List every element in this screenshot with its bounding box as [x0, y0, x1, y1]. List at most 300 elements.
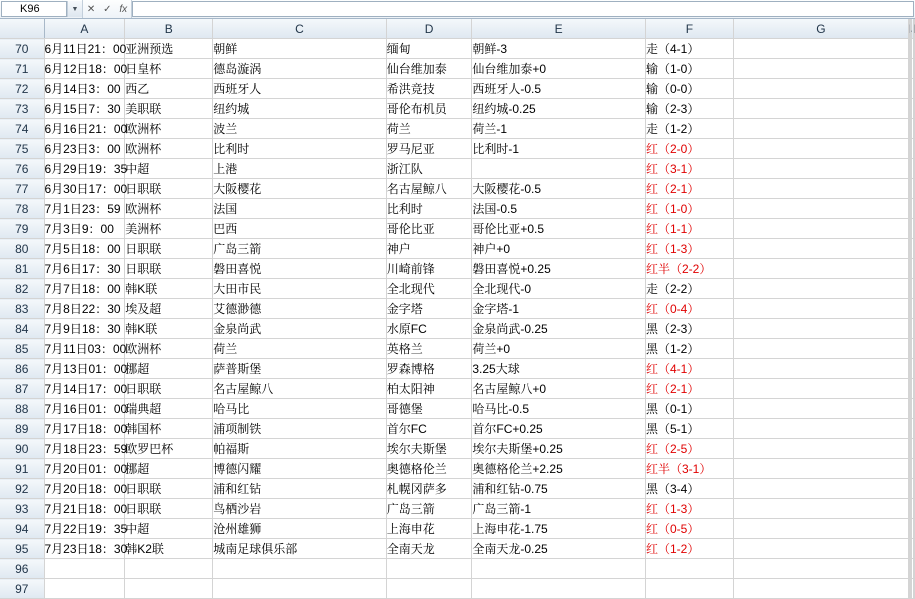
cell-blank[interactable] — [733, 219, 908, 239]
cell-blank[interactable] — [913, 239, 914, 259]
cell-blank[interactable] — [913, 459, 914, 479]
cell-C95[interactable]: 城南足球俱乐部 — [213, 539, 387, 559]
cell-B97[interactable] — [125, 579, 213, 599]
cell-D71[interactable]: 仙台维加泰 — [386, 59, 472, 79]
cell-C83[interactable]: 艾德渺德 — [213, 299, 387, 319]
cell-B70[interactable]: 亚洲预选 — [125, 39, 213, 59]
cell-B93[interactable]: 日职联 — [125, 499, 213, 519]
table-row[interactable] — [0, 319, 915, 339]
row-header[interactable]: 76 — [0, 159, 44, 179]
cell-A75[interactable]: 6月23日3：00 — [44, 139, 125, 159]
cell-blank[interactable] — [913, 119, 914, 139]
row-header[interactable]: 84 — [0, 319, 44, 339]
cell-E77[interactable]: 大阪樱花-0.5 — [472, 179, 646, 199]
cell-F77[interactable]: 红（2-1） — [645, 179, 733, 199]
cell-F70[interactable]: 走（4-1） — [645, 39, 733, 59]
cell-E93[interactable]: 广岛三箭-1 — [472, 499, 646, 519]
cell-B74[interactable]: 欧洲杯 — [125, 119, 213, 139]
cell-E72[interactable]: 西班牙人-0.5 — [472, 79, 646, 99]
row-header[interactable]: 85 — [0, 339, 44, 359]
row-header[interactable]: 79 — [0, 219, 44, 239]
cell-E83[interactable]: 金字塔-1 — [472, 299, 646, 319]
cell-blank[interactable] — [733, 539, 908, 559]
cell-blank[interactable] — [733, 159, 908, 179]
cell-E78[interactable]: 法国-0.5 — [472, 199, 646, 219]
cell-F80[interactable]: 红（1-3） — [645, 239, 733, 259]
cell-A76[interactable]: 6月29日19：35 — [44, 159, 125, 179]
cell-blank[interactable] — [733, 499, 908, 519]
cell-F88[interactable]: 黑（0-1） — [645, 399, 733, 419]
cell-F85[interactable]: 黑（1-2） — [645, 339, 733, 359]
cell-C93[interactable]: 鸟栖沙岩 — [213, 499, 387, 519]
cell-E76[interactable] — [472, 159, 646, 179]
cell-blank[interactable] — [913, 139, 914, 159]
cell-E73[interactable]: 纽约城-0.25 — [472, 99, 646, 119]
table-row[interactable] — [0, 459, 915, 479]
cell-blank[interactable] — [733, 319, 908, 339]
cell-blank[interactable] — [733, 259, 908, 279]
row-header[interactable]: 95 — [0, 539, 44, 559]
cell-A84[interactable]: 7月9日18：30 — [44, 319, 125, 339]
cell-blank[interactable] — [733, 399, 908, 419]
cell-blank[interactable] — [733, 199, 908, 219]
cell-blank[interactable] — [733, 479, 908, 499]
cell-C88[interactable]: 哈马比 — [213, 399, 387, 419]
cell-blank[interactable] — [913, 159, 914, 179]
cell-C82[interactable]: 大田市民 — [213, 279, 387, 299]
cell-blank[interactable] — [913, 219, 914, 239]
cell-C87[interactable]: 名古屋鲸八 — [213, 379, 387, 399]
cell-A80[interactable]: 7月5日18：00 — [44, 239, 125, 259]
cell-blank[interactable] — [913, 439, 914, 459]
table-row[interactable] — [0, 499, 915, 519]
fx-icon[interactable]: fx — [119, 3, 128, 15]
cell-D82[interactable]: 全北现代 — [386, 279, 472, 299]
table-row[interactable] — [0, 279, 915, 299]
cell-E91[interactable]: 奥德格伦兰+2.25 — [472, 459, 646, 479]
table-row[interactable] — [0, 39, 915, 59]
cell-F73[interactable]: 输（2-3） — [645, 99, 733, 119]
table-row[interactable] — [0, 179, 915, 199]
cell-D85[interactable]: 英格兰 — [386, 339, 472, 359]
cell-blank[interactable] — [733, 59, 908, 79]
cell-F90[interactable]: 红（2-5） — [645, 439, 733, 459]
cell-blank[interactable] — [733, 459, 908, 479]
cell-E87[interactable]: 名古屋鲸八+0 — [472, 379, 646, 399]
cell-C91[interactable]: 博德闪耀 — [213, 459, 387, 479]
row-header[interactable]: 88 — [0, 399, 44, 419]
row-header[interactable]: 80 — [0, 239, 44, 259]
cell-blank[interactable] — [733, 559, 908, 579]
cell-E89[interactable]: 首尔FC+0.25 — [472, 419, 646, 439]
row-header[interactable]: 91 — [0, 459, 44, 479]
cell-B88[interactable]: 瑞典超 — [125, 399, 213, 419]
row-header[interactable]: 71 — [0, 59, 44, 79]
name-box-dropdown-icon[interactable]: ▼ — [67, 1, 82, 17]
cell-F84[interactable]: 黑（2-3） — [645, 319, 733, 339]
cell-B76[interactable]: 中超 — [125, 159, 213, 179]
table-row[interactable] — [0, 579, 915, 599]
table-row[interactable] — [0, 259, 915, 279]
cell-B79[interactable]: 美洲杯 — [125, 219, 213, 239]
cell-B81[interactable]: 日职联 — [125, 259, 213, 279]
cell-C74[interactable]: 波兰 — [213, 119, 387, 139]
cell-A85[interactable]: 7月11日03：00 — [44, 339, 125, 359]
table-row[interactable] — [0, 59, 915, 79]
cell-E79[interactable]: 哥伦比亚+0.5 — [472, 219, 646, 239]
cell-A93[interactable]: 7月21日18：00 — [44, 499, 125, 519]
cell-C94[interactable]: 沧州雄狮 — [213, 519, 387, 539]
cell-blank[interactable] — [733, 79, 908, 99]
cell-D87[interactable]: 柏太阳神 — [386, 379, 472, 399]
cell-C92[interactable]: 浦和红钻 — [213, 479, 387, 499]
cell-E94[interactable]: 上海申花-1.75 — [472, 519, 646, 539]
cell-blank[interactable] — [733, 519, 908, 539]
row-header[interactable]: 92 — [0, 479, 44, 499]
cell-E88[interactable]: 哈马比-0.5 — [472, 399, 646, 419]
cell-blank[interactable] — [733, 99, 908, 119]
cell-F87[interactable]: 红（2-1） — [645, 379, 733, 399]
cell-F78[interactable]: 红（1-0） — [645, 199, 733, 219]
cell-A73[interactable]: 6月15日7：30 — [44, 99, 125, 119]
cell-D95[interactable]: 全南天龙 — [386, 539, 472, 559]
cell-B73[interactable]: 美职联 — [125, 99, 213, 119]
cell-B71[interactable]: 日皇杯 — [125, 59, 213, 79]
cell-B91[interactable]: 挪超 — [125, 459, 213, 479]
cell-C72[interactable]: 西班牙人 — [213, 79, 387, 99]
row-header[interactable]: 72 — [0, 79, 44, 99]
cell-A89[interactable]: 7月17日18：00 — [44, 419, 125, 439]
cell-F89[interactable]: 黑（5-1） — [645, 419, 733, 439]
select-all-corner[interactable] — [0, 19, 44, 39]
cell-blank[interactable] — [733, 39, 908, 59]
row-header[interactable]: 75 — [0, 139, 44, 159]
cell-E70[interactable]: 朝鲜-3 — [472, 39, 646, 59]
cell-B96[interactable] — [125, 559, 213, 579]
cell-B95[interactable]: 韩K2联 — [125, 539, 213, 559]
cell-A90[interactable]: 7月18日23：59 — [44, 439, 125, 459]
cell-A94[interactable]: 7月22日19：35 — [44, 519, 125, 539]
cell-D76[interactable]: 浙江队 — [386, 159, 472, 179]
sheet-body — [0, 39, 915, 599]
cell-A81[interactable]: 7月6日17：30 — [44, 259, 125, 279]
row-header[interactable]: 83 — [0, 299, 44, 319]
table-row[interactable] — [0, 439, 915, 459]
cell-blank[interactable] — [733, 359, 908, 379]
cell-blank[interactable] — [913, 539, 914, 559]
table-row[interactable] — [0, 399, 915, 419]
table-row[interactable] — [0, 519, 915, 539]
cell-F86[interactable]: 红（4-1） — [645, 359, 733, 379]
cell-B75[interactable]: 欧洲杯 — [125, 139, 213, 159]
table-row[interactable] — [0, 199, 915, 219]
row-header[interactable]: 89 — [0, 419, 44, 439]
cell-B85[interactable]: 欧洲杯 — [125, 339, 213, 359]
cell-D91[interactable]: 奥德格伦兰 — [386, 459, 472, 479]
table-row[interactable] — [0, 239, 915, 259]
cell-B84[interactable]: 韩K联 — [125, 319, 213, 339]
column-header-B[interactable]: B — [125, 19, 213, 39]
cell-D74[interactable]: 荷兰 — [386, 119, 472, 139]
cell-C81[interactable]: 磐田喜悦 — [213, 259, 387, 279]
cell-blank[interactable] — [913, 339, 914, 359]
cell-blank[interactable] — [733, 299, 908, 319]
cell-blank[interactable] — [913, 359, 914, 379]
cell-A92[interactable]: 7月20日18：00 — [44, 479, 125, 499]
cell-F72[interactable]: 输（0-0） — [645, 79, 733, 99]
formula-input[interactable] — [132, 1, 914, 17]
cell-C78[interactable]: 法国 — [213, 199, 387, 219]
cell-blank[interactable] — [733, 439, 908, 459]
cell-blank[interactable] — [733, 579, 908, 599]
cell-E92[interactable]: 浦和红钻-0.75 — [472, 479, 646, 499]
cell-E84[interactable]: 金泉尚武-0.25 — [472, 319, 646, 339]
cell-E95[interactable]: 全南天龙-0.25 — [472, 539, 646, 559]
cell-C79[interactable]: 巴西 — [213, 219, 387, 239]
cell-C75[interactable]: 比利时 — [213, 139, 387, 159]
column-header-F[interactable]: F — [645, 19, 733, 39]
cell-blank[interactable] — [913, 519, 914, 539]
column-header-L[interactable] — [913, 19, 914, 39]
cell-E86[interactable]: 3.25大球 — [472, 359, 646, 379]
table-row[interactable] — [0, 79, 915, 99]
cell-D70[interactable]: 缅甸 — [386, 39, 472, 59]
cell-A97[interactable] — [44, 579, 125, 599]
cell-D73[interactable]: 哥伦布机员 — [386, 99, 472, 119]
cell-blank[interactable] — [913, 419, 914, 439]
row-header[interactable]: 82 — [0, 279, 44, 299]
cell-F91[interactable]: 红半（3-1） — [645, 459, 733, 479]
cell-blank[interactable] — [913, 199, 914, 219]
cell-C73[interactable]: 纽约城 — [213, 99, 387, 119]
cell-blank[interactable] — [913, 99, 914, 119]
cell-D80[interactable]: 神户 — [386, 239, 472, 259]
cell-C90[interactable]: 帕福斯 — [213, 439, 387, 459]
cell-B92[interactable]: 日职联 — [125, 479, 213, 499]
cell-A95[interactable]: 7月23日18：30 — [44, 539, 125, 559]
cell-D84[interactable]: 水原FC — [386, 319, 472, 339]
cell-F76[interactable]: 红（3-1） — [645, 159, 733, 179]
cell-blank[interactable] — [913, 299, 914, 319]
cell-blank[interactable] — [913, 79, 914, 99]
row-header[interactable]: 94 — [0, 519, 44, 539]
table-row[interactable] — [0, 219, 915, 239]
cell-blank[interactable] — [913, 579, 914, 599]
cell-C71[interactable]: 德岛漩涡 — [213, 59, 387, 79]
row-header[interactable]: 81 — [0, 259, 44, 279]
table-row[interactable] — [0, 139, 915, 159]
cell-blank[interactable] — [913, 399, 914, 419]
cell-F97[interactable] — [645, 579, 733, 599]
cell-F81[interactable]: 红半（2-2） — [645, 259, 733, 279]
cell-F94[interactable]: 红（0-5） — [645, 519, 733, 539]
cell-E71[interactable]: 仙台维加泰+0 — [472, 59, 646, 79]
cell-B86[interactable]: 挪超 — [125, 359, 213, 379]
cell-D86[interactable]: 罗森博格 — [386, 359, 472, 379]
row-header[interactable]: 90 — [0, 439, 44, 459]
cell-B72[interactable]: 西乙 — [125, 79, 213, 99]
cell-B77[interactable]: 日职联 — [125, 179, 213, 199]
cell-C85[interactable]: 荷兰 — [213, 339, 387, 359]
cell-C76[interactable]: 上港 — [213, 159, 387, 179]
cell-A96[interactable] — [44, 559, 125, 579]
column-header-E[interactable]: E — [472, 19, 646, 39]
cell-F95[interactable]: 红（1-2） — [645, 539, 733, 559]
cell-A82[interactable]: 7月7日18：00 — [44, 279, 125, 299]
row-header[interactable]: 96 — [0, 559, 44, 579]
cell-C97[interactable] — [213, 579, 387, 599]
cell-blank[interactable] — [733, 379, 908, 399]
cell-A87[interactable]: 7月14日17：00 — [44, 379, 125, 399]
cell-E80[interactable]: 神户+0 — [472, 239, 646, 259]
cell-F96[interactable] — [645, 559, 733, 579]
cell-C96[interactable] — [213, 559, 387, 579]
table-row[interactable] — [0, 99, 915, 119]
row-header[interactable]: 97 — [0, 579, 44, 599]
column-header-G[interactable]: G — [733, 19, 908, 39]
cell-D77[interactable]: 名古屋鲸八 — [386, 179, 472, 199]
cell-blank[interactable] — [913, 559, 914, 579]
name-box[interactable]: K96 — [1, 1, 67, 17]
cell-A79[interactable]: 7月3日9：00 — [44, 219, 125, 239]
table-row[interactable] — [0, 119, 915, 139]
row-header[interactable]: 74 — [0, 119, 44, 139]
cell-E82[interactable]: 全北现代-0 — [472, 279, 646, 299]
cell-blank[interactable] — [913, 499, 914, 519]
row-header[interactable]: 87 — [0, 379, 44, 399]
cell-C80[interactable]: 广岛三箭 — [213, 239, 387, 259]
cell-A72[interactable]: 6月14日3：00 — [44, 79, 125, 99]
accept-icon[interactable]: ✓ — [103, 3, 112, 15]
row-header[interactable]: 73 — [0, 99, 44, 119]
cell-blank[interactable] — [913, 319, 914, 339]
cell-C86[interactable]: 萨普斯堡 — [213, 359, 387, 379]
cell-E90[interactable]: 埃尔夫斯堡+0.25 — [472, 439, 646, 459]
cell-blank[interactable] — [733, 239, 908, 259]
cell-B87[interactable]: 日职联 — [125, 379, 213, 399]
column-header-row — [0, 19, 915, 39]
cell-A77[interactable]: 6月30日17：00 — [44, 179, 125, 199]
cell-D81[interactable]: 川崎前锋 — [386, 259, 472, 279]
cell-blank[interactable] — [913, 259, 914, 279]
cell-D88[interactable]: 哥德堡 — [386, 399, 472, 419]
cell-E74[interactable]: 荷兰-1 — [472, 119, 646, 139]
cell-A71[interactable]: 6月12日18：00 — [44, 59, 125, 79]
cell-blank[interactable] — [913, 179, 914, 199]
cell-D78[interactable]: 比利时 — [386, 199, 472, 219]
cell-E96[interactable] — [472, 559, 646, 579]
cancel-icon[interactable]: ✕ — [86, 3, 96, 15]
table-row[interactable] — [0, 559, 915, 579]
cell-E75[interactable]: 比利时-1 — [472, 139, 646, 159]
row-header[interactable]: 93 — [0, 499, 44, 519]
cell-blank[interactable] — [913, 279, 914, 299]
cell-E81[interactable]: 磐田喜悦+0.25 — [472, 259, 646, 279]
column-header-C[interactable]: C — [213, 19, 387, 39]
formula-bar — [0, 0, 915, 19]
table-row[interactable] — [0, 539, 915, 559]
column-header-A[interactable]: A — [44, 19, 125, 39]
cell-B78[interactable]: 欧洲杯 — [125, 199, 213, 219]
cell-D94[interactable]: 上海申花 — [386, 519, 472, 539]
cell-blank[interactable] — [913, 39, 914, 59]
cell-D93[interactable]: 广岛三箭 — [386, 499, 472, 519]
cell-D83[interactable]: 金字塔 — [386, 299, 472, 319]
cell-B83[interactable]: 埃及超 — [125, 299, 213, 319]
row-header[interactable]: 77 — [0, 179, 44, 199]
cell-B90[interactable]: 欧罗巴杯 — [125, 439, 213, 459]
cell-B94[interactable]: 中超 — [125, 519, 213, 539]
cell-A91[interactable]: 7月20日01：00 — [44, 459, 125, 479]
cell-blank[interactable] — [913, 479, 914, 499]
cell-F82[interactable]: 走（2-2） — [645, 279, 733, 299]
cell-blank[interactable] — [733, 179, 908, 199]
cell-C84[interactable]: 金泉尚武 — [213, 319, 387, 339]
cell-D75[interactable]: 罗马尼亚 — [386, 139, 472, 159]
table-row[interactable] — [0, 299, 915, 319]
cell-F92[interactable]: 黑（3-4） — [645, 479, 733, 499]
row-header[interactable]: 78 — [0, 199, 44, 219]
cell-C70[interactable]: 朝鲜 — [213, 39, 387, 59]
cell-blank[interactable] — [733, 339, 908, 359]
column-header-D[interactable]: D — [386, 19, 472, 39]
cell-A83[interactable]: 7月8日22：30 — [44, 299, 125, 319]
row-header[interactable]: 70 — [0, 39, 44, 59]
cell-blank[interactable] — [733, 119, 908, 139]
table-row[interactable] — [0, 359, 915, 379]
cell-C89[interactable]: 浦项制铁 — [213, 419, 387, 439]
table-row[interactable] — [0, 159, 915, 179]
cell-B82[interactable]: 韩K联 — [125, 279, 213, 299]
cell-D79[interactable]: 哥伦比亚 — [386, 219, 472, 239]
table-row[interactable] — [0, 419, 915, 439]
table-row[interactable] — [0, 379, 915, 399]
sheet-table — [0, 19, 915, 599]
cell-A70[interactable]: 6月11日21：00 — [44, 39, 125, 59]
cell-D72[interactable]: 希洪竞技 — [386, 79, 472, 99]
cell-E97[interactable] — [472, 579, 646, 599]
table-row[interactable] — [0, 479, 915, 499]
cell-B80[interactable]: 日职联 — [125, 239, 213, 259]
cell-D92[interactable]: 札幌冈萨多 — [386, 479, 472, 499]
cell-blank[interactable] — [913, 379, 914, 399]
cell-F75[interactable]: 红（2-0） — [645, 139, 733, 159]
cell-D96[interactable] — [386, 559, 472, 579]
cell-A88[interactable]: 7月16日01：00 — [44, 399, 125, 419]
cell-F93[interactable]: 红（1-3） — [645, 499, 733, 519]
cell-E85[interactable]: 荷兰+0 — [472, 339, 646, 359]
cell-F79[interactable]: 红（1-1） — [645, 219, 733, 239]
cell-F83[interactable]: 红（0-4） — [645, 299, 733, 319]
cell-A86[interactable]: 7月13日01：00 — [44, 359, 125, 379]
cell-A74[interactable]: 6月16日21：00 — [44, 119, 125, 139]
cell-D89[interactable]: 首尔FC — [386, 419, 472, 439]
cell-D90[interactable]: 埃尔夫斯堡 — [386, 439, 472, 459]
cell-D97[interactable] — [386, 579, 472, 599]
cell-blank[interactable] — [733, 139, 908, 159]
cell-F71[interactable]: 输（1-0） — [645, 59, 733, 79]
cell-blank[interactable] — [733, 279, 908, 299]
cell-B89[interactable]: 韩国杯 — [125, 419, 213, 439]
cell-A78[interactable]: 7月1日23：59 — [44, 199, 125, 219]
cell-blank[interactable] — [913, 59, 914, 79]
table-row[interactable] — [0, 339, 915, 359]
cell-F74[interactable]: 走（1-2） — [645, 119, 733, 139]
spreadsheet-grid[interactable] — [0, 19, 915, 596]
cell-C77[interactable]: 大阪樱花 — [213, 179, 387, 199]
row-header[interactable]: 86 — [0, 359, 44, 379]
cell-blank[interactable] — [733, 419, 908, 439]
